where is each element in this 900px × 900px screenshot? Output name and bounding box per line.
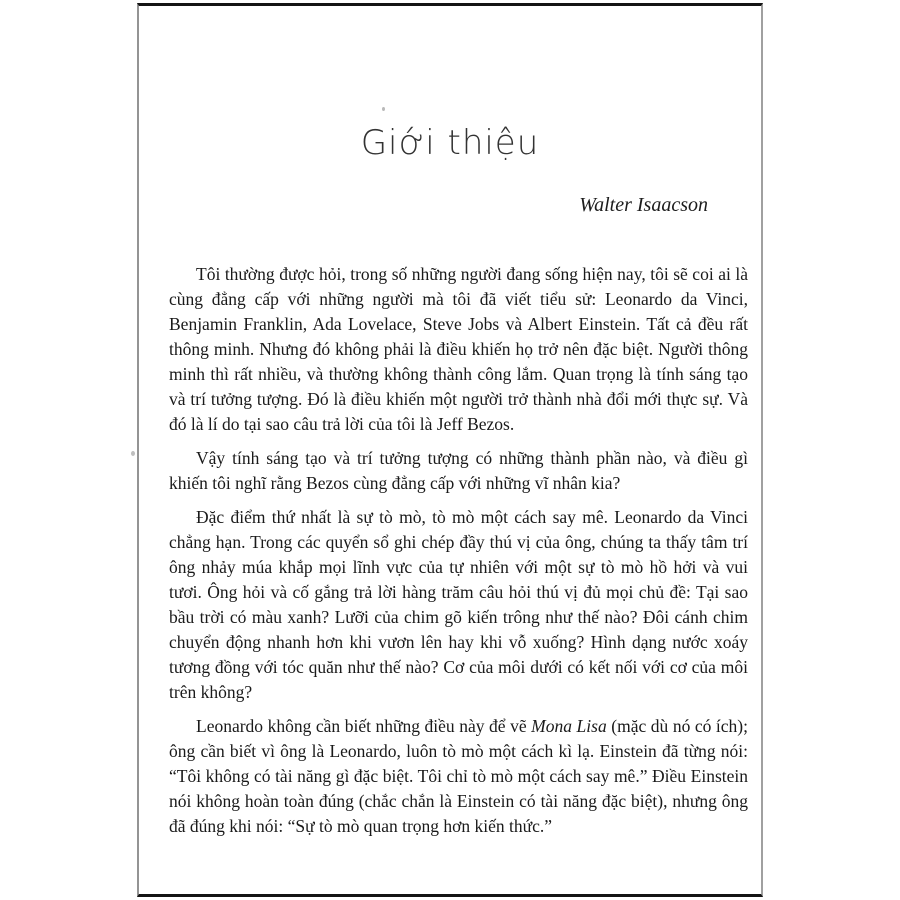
body-text: [169, 262, 748, 839]
book-page: [137, 3, 763, 897]
text-run: Tôi thường được hỏi, trong số những người đang sống hiện nay, tôi sẽ coi ai là cùng đẳng cấp với những người mà tôi đã viết tiểu sử: Leonardo da Vinci, Benjamin Franklin, Ada Lovelace, Steve Jobs và Albert Einstein. Tất cả đều rất thông minh. Nhưng đó không phải là điều khiến họ trở nên đặc biệt. Người thông minh thì rất nhiều, và thường không thành công lắm. Quan trọng là tính sáng tạo và trí tưởng tượng. Đó là điều khiến một người trở thành nhà đổi mới thực sự. Và đó là lí do tại sao câu trả lời của tôi là Jeff Bezos.: [169, 264, 748, 434]
italic-text-run: Mona Lisa: [531, 716, 607, 736]
paragraph-2: [169, 446, 748, 496]
chapter-title: Giới thiệu: [360, 123, 540, 163]
text-run: Leonardo không cần biết những điều này để vẽ: [196, 716, 532, 736]
scan-artifact: [382, 107, 385, 111]
text-run: (mặc dù nó có ích); ông cần biết vì ông là Leonardo, luôn tò mò một cách kì lạ. Einstein đã từng nói: “Tôi không có tài năng gì đặc biệt. Tôi chỉ tò mò một cách say mê.” Điều Einstein nói không hoàn toàn đúng (chắc chắn là Einstein có tài năng đặc biệt), nhưng ông đã đúng khi nói: “Sự tò mò quan trọng hơn kiến thức.”: [169, 716, 748, 836]
author-byline: Walter Isaacson: [579, 194, 708, 216]
paragraph-4: [169, 714, 748, 839]
text-run: Đặc điểm thứ nhất là sự tò mò, tò mò một cách say mê. Leonardo da Vinci chẳng hạn. Trong các quyển sổ ghi chép đầy thú vị của ông, chúng ta thấy tâm trí ông nhảy múa khắp mọi lĩnh vực của tự nhiên với một sự tò mò hồ hởi và vui tươi. Ông hỏi và cố gắng trả lời hàng trăm câu hỏi thú vị đủ mọi chủ đề: Tại sao bầu trời có màu xanh? Lưỡi của chim gõ kiến trông như thế nào? Đôi cánh chim chuyển động nhanh hơn khi vươn lên hay khi vỗ xuống? Hình dạng nước xoáy tương đồng với tóc quăn như thế nào? Cơ của môi dưới có kết nối với cơ của môi trên không?: [169, 507, 748, 702]
paragraph-1: [169, 262, 748, 437]
paragraph-3: [169, 505, 748, 705]
scan-artifact: [131, 451, 135, 456]
text-run: Vậy tính sáng tạo và trí tưởng tượng có những thành phần nào, và điều gì khiến tôi nghĩ rằng Bezos cùng đẳng cấp với những vĩ nhân kia?: [169, 448, 748, 493]
